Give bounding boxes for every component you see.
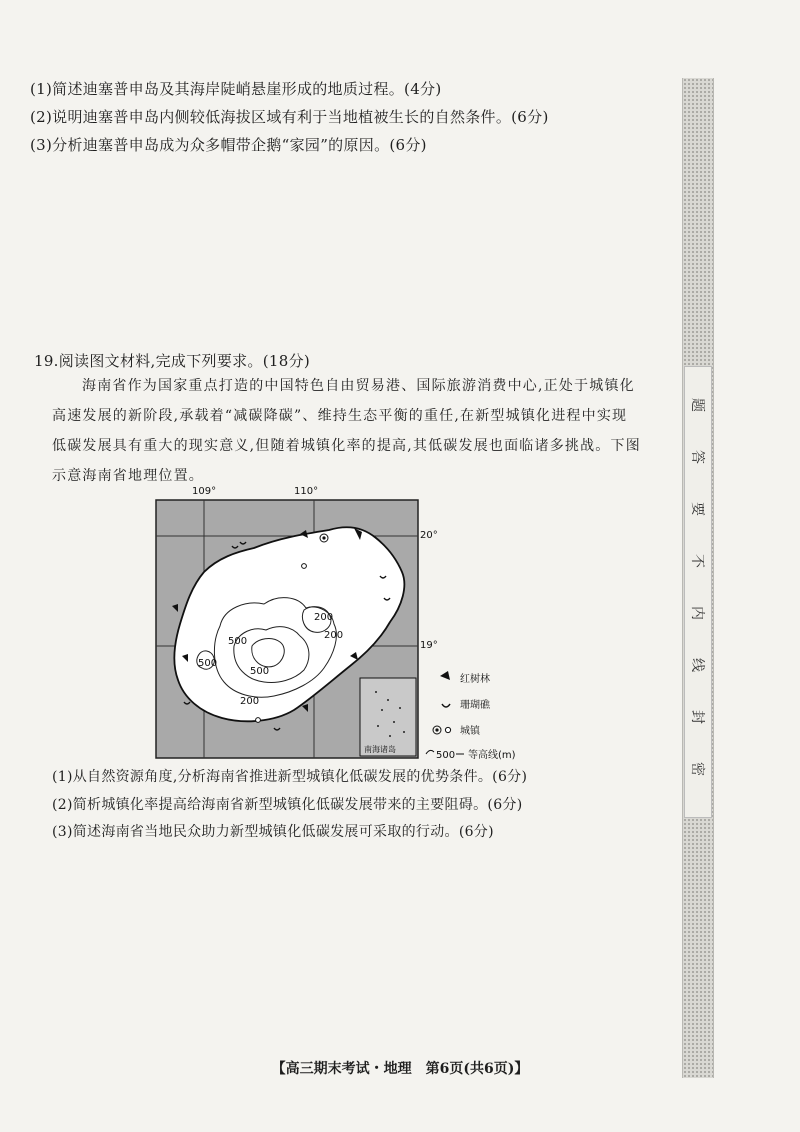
question-19-header: 19.阅读图文材料,完成下列要求。(18分): [34, 352, 311, 370]
hainan-map: [154, 486, 614, 762]
contour-label: 200: [314, 612, 334, 623]
legend-mangrove: 红树林: [460, 674, 490, 685]
legend-town: 城镇: [460, 726, 480, 737]
town-mark: [322, 536, 325, 539]
contour-label: 500: [228, 636, 248, 647]
lat-label-19: 19°: [420, 640, 438, 651]
lon-label-109: 109°: [192, 486, 217, 497]
side-char: 内: [689, 606, 705, 620]
legend-coral-symbol: [442, 704, 450, 707]
question-19-material: [52, 371, 642, 491]
legend-contour-value: 500: [436, 750, 456, 761]
question-19-2: (2)简析城镇化率提高给海南省新型城镇化低碳发展带来的主要阻碍。(6分): [52, 797, 523, 813]
question-18-1: (1)简述迪塞普申岛及其海岸陡峭悬崖形成的地质过程。(4分): [30, 80, 442, 98]
legend-contour-symbol: [426, 750, 434, 754]
side-char: 答: [689, 450, 705, 464]
town-mark: [256, 718, 261, 723]
legend-mangrove-symbol: [440, 671, 450, 680]
contour-label: 200: [240, 696, 260, 707]
side-char: 密: [689, 762, 705, 776]
lon-label-110: 110°: [294, 486, 319, 497]
contour-label: 500: [198, 658, 218, 669]
contour-label: 200: [324, 630, 344, 641]
contour-label: 500: [250, 666, 270, 677]
side-char: 线: [689, 658, 705, 672]
lat-label-20: 20°: [420, 530, 438, 541]
no-answer-zone-label: [684, 366, 712, 818]
question-19-3: (3)简述海南省当地民众助力新型城镇化低碳发展可采取的行动。(6分): [52, 824, 494, 840]
legend-contour: 等高线(m): [468, 750, 516, 761]
question-18-3: (3)分析迪塞普申岛成为众多帽带企鹅“家园”的原因。(6分): [30, 136, 427, 154]
side-char: 封: [689, 710, 705, 724]
legend-coral: 珊瑚礁: [460, 700, 490, 711]
material-text: 海南省作为国家重点打造的中国特色自由贸易港、国际旅游消费中心,正处于城镇化高速发展的新阶段,承载着“减碳降碳”、维持生态平衡的重任,在新型城镇化进程中实现低碳发展具有重大的现实意义,但随着城镇化率的提高,其低碳发展也面临诸多挑战。下图示意海南省地理位置。: [52, 378, 641, 484]
inset-label: 南海诸岛: [364, 745, 396, 754]
question-19-1: (1)从自然资源角度,分析海南省推进新型城镇化低碳发展的优势条件。(6分): [52, 769, 528, 785]
town-mark: [302, 564, 307, 569]
side-char: 不: [689, 554, 705, 568]
side-char: 题: [689, 398, 705, 412]
question-18-2: (2)说明迪塞普申岛内侧较低海拔区域有利于当地植被生长的自然条件。(6分): [30, 108, 549, 126]
page-footer: 【高三期末考试・地理 第6页(共6页)】: [271, 1061, 529, 1077]
side-char: 要: [689, 502, 705, 516]
